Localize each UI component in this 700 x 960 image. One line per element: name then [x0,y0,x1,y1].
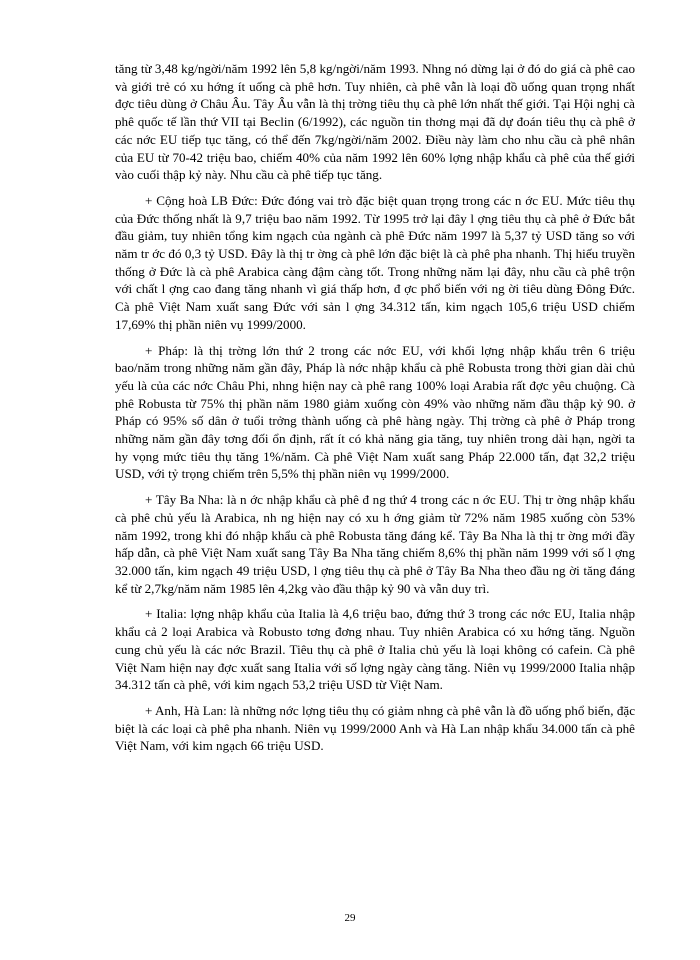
paragraph-uk-netherlands: + Anh, Hà Lan: là những nớc lợng tiêu thụ có giảm nhng cà phê vẫn là đồ uống phổ biến, đặc biệt là các loại cà phê pha nhanh. Niên vụ 1999/2000 Anh và Hà Lan nhập khẩu 34.000 tấn cà phê Việt Nam, với kim ngạch 66 triệu USD. [115,702,635,754]
paragraph-france: + Pháp: là thị trờng lớn thứ 2 trong các nớc EU, với khối lợng nhập khẩu trên 6 triệu bao/năm trong những năm gần đây, Pháp là nớc nhập khẩu cà phê Robusta trong thời gian dài chủ yếu là của các nớc Châu Phi, nhng hiện nay cà phê rang 100% loại Arabia rất đợc yêu chuộng. Cà phê Robusta từ 75% thị phần năm 1980 giảm xuống còn 49% vào những năm đầu thập kỷ 90. ở Pháp có 95% số dân ở tuổi trởng thành uống cà phê hàng ngày. Thị trờng cà phê ở Pháp trong những năm gần đây tơng đối ổn định, rất ít có khả năng gia tăng, tuy nhiên trong dài hạn, ngời ta hy vọng mức tiêu thụ tăng 1%/năm. Cà phê Việt Nam xuất sang Pháp 22.000 tấn, đạt 32,2 triệu USD, với tỷ trọng chiếm trên 5,5% thị phần niên vụ 1999/2000. [115,342,635,482]
paragraph-spain: + Tây Ba Nha: là n ớc nhập khẩu cà phê đ ng thứ 4 trong các n ớc EU. Thị tr ờng nhập khẩu cà phê chủ yếu là Arabica, nh ng hiện nay có xu h ớng giảm từ 72% năm 1985 xuống còn 53% năm 1992, trong khi đó nhập khẩu cà phê Robusta tăng đáng kể. Tây Ba Nha là thị tr ờng mới đầy hấp dẫn, cà phê Việt Nam xuất sang Tây Ba Nha tăng chiếm 8,6% thị phần năm 1999 với số l ợng 32.000 tấn, kim ngạch 49 triệu USD, l ợng tiêu thụ cà phê ở Tây Ba Nha theo đầu ng ời tăng đáng kể từ 2,7kg/năm năm 1985 lên 4,2kg vào đầu thập kỷ 90 và vẫn duy trì. [115,492,635,596]
paragraph-italy: + Italia: lợng nhập khẩu của Italia là 4,6 triệu bao, đứng thứ 3 trong các nớc EU, Italia nhập khẩu cả 2 loại Arabica và Robusto tơng đơng nhau. Tuy nhiên Arabica có xu hớng tăng. Nguồn cung chủ yếu là các nớc Brazil. Tiêu thụ cà phê ở Italia chủ yếu là loại không có cafein. Cà phê Việt Nam hiện nay đợc xuất sang Italia với số lợng ngày càng tăng. Niên vụ 1999/2000 Italia nhập 34.312 tấn cà phê, với kim ngạch 53,2 triệu USD từ Việt Nam. [115,606,635,693]
paragraph-eu-consumption: tăng từ 3,48 kg/ngời/năm 1992 lên 5,8 kg/ngời/năm 1993. Nhng nó dừng lại ở đó do giá cà phê cao và giới trẻ có xu hớng ít uống cà phê hơn. Tuy nhiên, cà phê vẫn là loại đồ uống quan trọng nhất đợc tiêu dùng ở Châu Âu. Tây Âu vẫn là thị trờng tiêu thụ cà phê lớn nhất thế giới. Tại Hội nghị cà phê quốc tế lần thứ VII tại Beclin (6/1992), các nguồn tin thơng mại đã dự đoán tiêu thụ cà phê ở các nớc EU tiếp tục tăng, có thể đến 7kg/ngời/năm 2002. Điều này làm cho nhu cầu cà phê nhân của EU từ 70-42 triệu bao, chiếm 40% của năm 1992 lên 60% lợng nhập khẩu cà phê của thế giới vào cuối thập kỷ này. Nhu cầu cà phê tiếp tục tăng. [115,61,635,183]
page-number: 29 [344,912,356,924]
document-body [115,60,635,763]
paragraph-germany: + Cộng hoà LB Đức: Đức đóng vai trò đặc biệt quan trọng trong các n ớc EU. Mức tiêu thụ của Đức thống nhất là 9,7 triệu bao năm 1992. Từ 1995 trở lại đây l ợng tiêu thụ cà phê ở Đức bắt đầu giảm, tuy nhiên tổng kim ngạch của ngành cà phê Đức năm 1997 là 5,37 tỷ USD tăng so với năm tr ớc đó 0,3 tỷ USD. Đây là thị tr ờng cà phê lớn đặc biệt là cà phê pha nhanh. Thị hiếu truyền thống ở Đức là cà phê Arabica càng đậm càng tốt. Trong những năm lại đây, nhu cầu cà phê trộn với chất l ợng cao đang tăng nhanh vì giá thấp hơn, đ ợc phổ biến với ng ời tiêu dùng Đông Đức. Cà phê Việt Nam xuất sang Đức với sản l ợng 34.312 tấn, kim ngạch 105,6 triệu USD chiếm 17,69% thị phần niên vụ 1999/2000. [115,192,635,332]
